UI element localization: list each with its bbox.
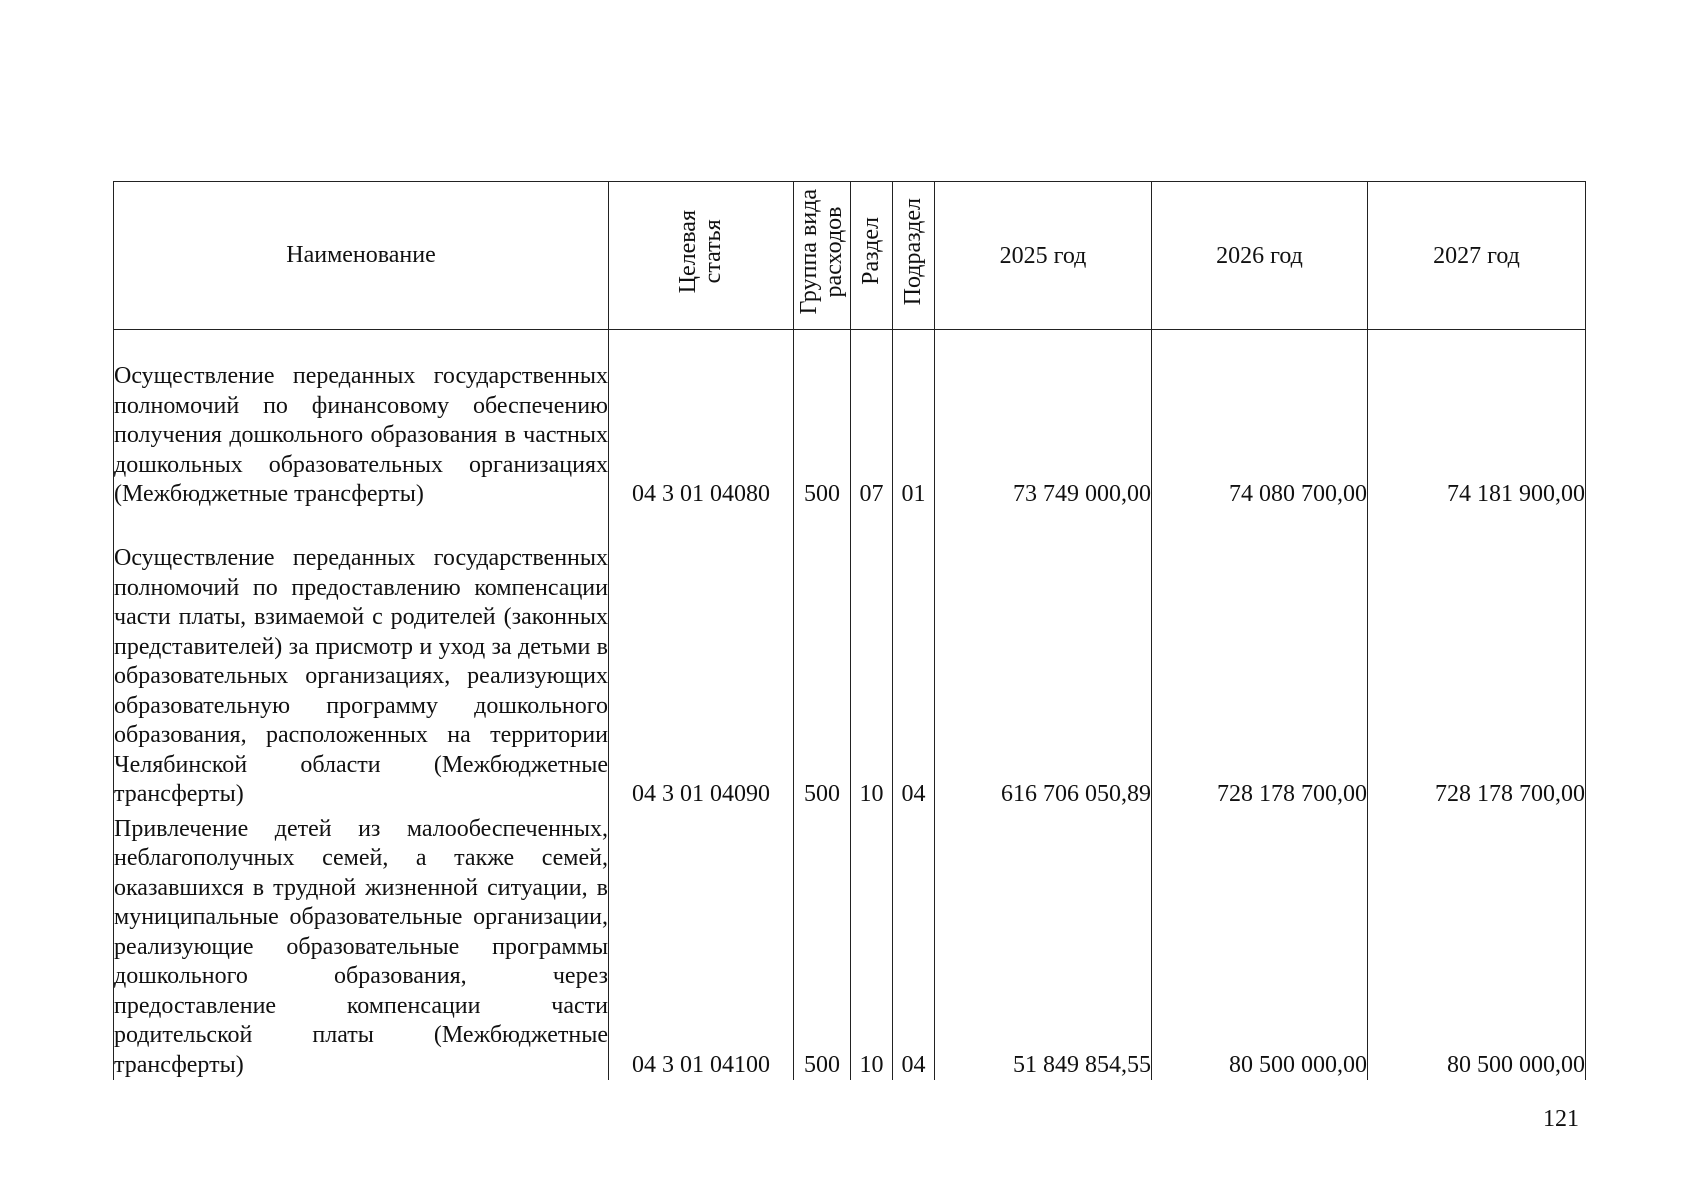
row-section: 07	[851, 330, 893, 510]
row-section: 10	[851, 810, 893, 1080]
table-row	[114, 510, 1586, 810]
row-target-article: 04 3 01 04090	[609, 510, 794, 810]
row-target-article: 04 3 01 04080	[609, 330, 794, 510]
row-amount-2025: 616 706 050,89	[935, 510, 1152, 810]
row-amount-2025: 51 849 854,55	[935, 810, 1152, 1080]
row-amount-2026: 80 500 000,00	[1152, 810, 1368, 1080]
row-target-article: 04 3 01 04100	[609, 810, 794, 1080]
row-amount-2027: 728 178 700,00	[1368, 510, 1586, 810]
row-amount-2027: 74 181 900,00	[1368, 330, 1586, 510]
row-expense-group: 500	[794, 510, 851, 810]
page-number: 121	[1543, 1106, 1579, 1132]
row-section: 10	[851, 510, 893, 810]
header-target-article: Целевая статья	[609, 182, 794, 330]
row-amount-2026: 728 178 700,00	[1152, 510, 1368, 810]
row-name: Осуществление переданных государственных полномочий по предоставлению компенсации части платы, взимаемой с родителей (законных представителей) за присмотр и уход за детьми в образовательных организациях, реализующих образовательную программу дошкольного образования, расположенных на территории Челябинской области (Межбюджетные трансферты)	[114, 510, 609, 810]
row-amount-2027: 80 500 000,00	[1368, 810, 1586, 1080]
row-name: Осуществление переданных государственных полномочий по финансовому обеспечению получения дошкольного образования в частных дошкольных образовательных организациях (Межбюджетные трансферты)	[114, 330, 609, 510]
row-subsection: 04	[893, 810, 935, 1080]
table-row	[114, 330, 1586, 510]
row-expense-group: 500	[794, 810, 851, 1080]
row-subsection: 01	[893, 330, 935, 510]
table-row	[114, 810, 1586, 1080]
header-name: Наименование	[114, 182, 609, 330]
header-year-2026: 2026 год	[1152, 182, 1368, 330]
header-subsection: Подраздел	[893, 182, 935, 330]
header-year-2027: 2027 год	[1368, 182, 1586, 330]
row-name: Привлечение детей из малообеспеченных, неблагополучных семей, а также семей, оказавшихся в трудной жизненной ситуации, в муниципальные образовательные организации, реализующие образовательные программы дошкольного образования, через предоставление компенсации части родительской платы (Межбюджетные трансферты)	[114, 810, 609, 1080]
row-amount-2025: 73 749 000,00	[935, 330, 1152, 510]
header-row	[114, 182, 1586, 330]
header-expense-group: Группа вида расходов	[794, 182, 851, 330]
row-expense-group: 500	[794, 330, 851, 510]
row-amount-2026: 74 080 700,00	[1152, 330, 1368, 510]
header-year-2025: 2025 год	[935, 182, 1152, 330]
budget-table	[113, 181, 1586, 1080]
row-subsection: 04	[893, 510, 935, 810]
header-section: Раздел	[851, 182, 893, 330]
